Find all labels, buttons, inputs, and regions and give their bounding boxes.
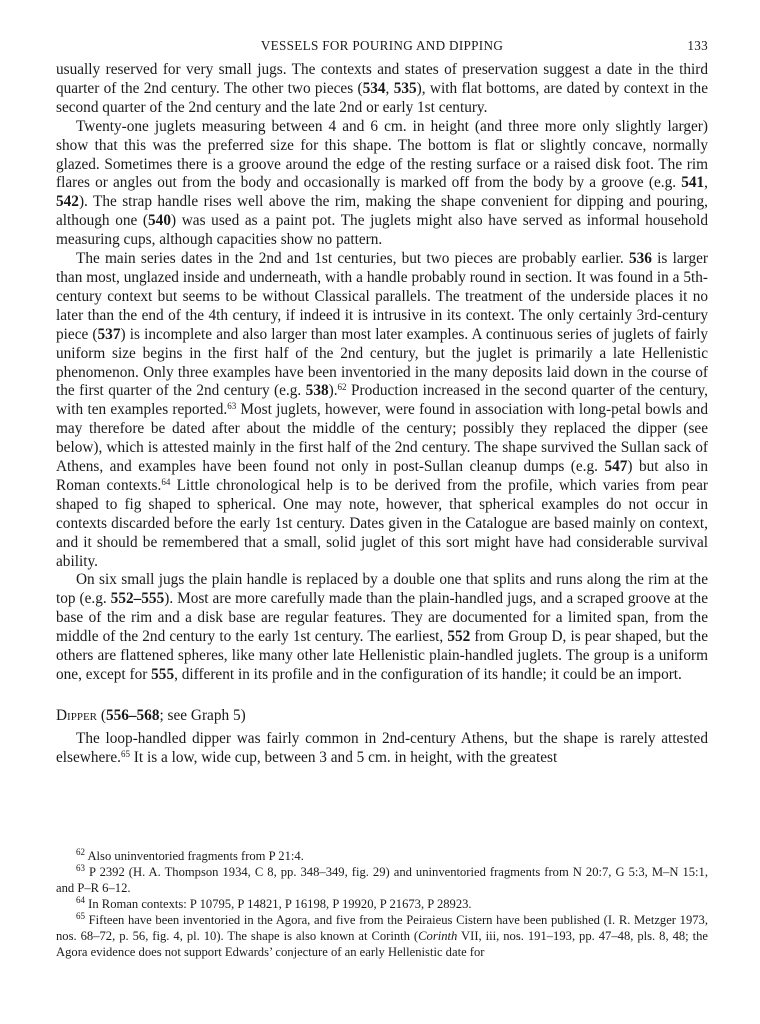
catalogue-number: 542	[56, 193, 79, 211]
text-run: ) is incomplete and also larger than most later examples. A continuous series of juglets of fairly uniform size begins in the first half of the 2nd century, but the juglet is primarily a late Hellenistic phenomenon. Only three examples have been inventoried in the many deposits laid down in the course of the first quarter of the 2nd century (e.g.	[56, 325, 708, 400]
body-text	[56, 61, 708, 768]
catalogue-number: 540	[148, 212, 171, 230]
footnote-ref: 62	[76, 847, 85, 857]
text-run: Also uninventoried fragments from P 21:4.	[85, 849, 304, 863]
text-run: ; see Graph 5)	[159, 706, 246, 724]
page	[56, 38, 709, 959]
catalogue-number: 535	[393, 79, 417, 97]
text-run: is larger than most, unglazed inside and underneath, with a handle probably round in section. It was found in a 5th-century context but seems to be without Classical parallels. The treatment of the underside places it no later than the end of the 4th century, if indeed it is intrusive in its context. The only certainly 3rd-century piece (	[56, 250, 708, 343]
text-run: ), with flat bottoms, are dated by context in the second quarter of the 2nd century and the late 2nd or early 1st century.	[56, 79, 708, 116]
footnote-ref: 63	[76, 863, 85, 873]
catalogue-number: 547	[604, 458, 628, 476]
running-head	[56, 38, 708, 60]
text-run: ) but also in Roman contexts.	[56, 458, 708, 494]
running-head-title: VESSELS FOR POURING AND DIPPING	[260, 38, 504, 53]
text-run: ). Most are more carefully made than the plain-handled jugs, and a scraped groove at the base of the rim and a disk base are regular features. They are documented for a limited span, from the middle of the 2nd century to the early 1st century. The earliest,	[56, 590, 708, 646]
catalogue-number: 541	[681, 174, 705, 192]
text-run: ).	[328, 382, 338, 400]
footnote-ref: 62	[337, 382, 347, 393]
footnote-ref: 64	[161, 476, 171, 487]
paragraph	[56, 61, 708, 118]
text-run: Little chronological help is to be derived from the profile, which varies from pear shaped to fig shaped to spherical. One may note, however, that spherical examples do not occur in contexts discarded before the early 1st century. Dates given in the Catalogue are based mainly on context, and it should be remembered that a small, solid juglet of this sort might have had considerable survival ability.	[56, 476, 708, 570]
catalogue-number: 536	[628, 250, 652, 268]
catalogue-number: 537	[97, 325, 121, 343]
text-run: Fifteen have been inventoried in the Agora, and five from the Peiraieus Cistern have been published (I. R. Metzger 1973, nos. 68–72, p. 56, fig. 4, pl. 10). The shape is also known at Corinth (	[56, 913, 708, 943]
catalogue-number: 552–555	[110, 590, 165, 608]
footnote-ref: 64	[76, 895, 85, 905]
text-run: ) was used as a paint pot. The juglets might also have served as informal household measuring cups, although capacities show no pattern.	[56, 212, 708, 249]
text-run: Production increased in the second quarter of the century, with ten examples reported.	[56, 382, 708, 419]
page-number: 133	[687, 38, 708, 53]
text-run: On six small jugs the plain handle is replaced by a double one that splits and runs along the rim at the top (e.g.	[56, 571, 708, 608]
footnote	[56, 912, 708, 960]
text-run: Twenty-one juglets measuring between 4 and 6 cm. in height (and three more only slightly larger) show that this was the preferred size for this shape. The bottom is flat or slightly concave, normally glazed. Sometimes there is a groove around the edge of the resting surface or a raised disk foot. The rim flares or angles out from the body and occasionally is marked off from the body by a groove (e.g.	[56, 117, 708, 192]
catalogue-number: 555	[151, 666, 175, 683]
text-run: It is a low, wide cup, between 3 and 5 cm. in height, with the greatest	[129, 748, 558, 766]
italic-title: Corinth	[418, 929, 458, 943]
footnote	[56, 896, 708, 912]
footnote-ref: 65	[76, 911, 85, 921]
text-run: (	[97, 706, 106, 724]
paragraph	[56, 250, 708, 571]
text-run: , different in its profile and in the configuration of its handle; it could be an import.	[174, 666, 682, 683]
catalogue-number: 552	[447, 628, 471, 646]
text-run: Most juglets, however, were found in association with long-petal bowls and may therefore be dated after about the middle of the century; possibly they replaced the dipper (see below), which is attested mainly in the first half of the 2nd century. The shape survived the Sullan sack of Athens, and examples have been found not only in post-Sullan cleanup dumps (e.g.	[56, 401, 708, 476]
text-run: In Roman contexts: P 10795, P 14821, P 16198, P 19920, P 21673, P 28923.	[85, 897, 472, 911]
text-run: ,	[704, 174, 708, 192]
text-run: The main series dates in the 2nd and 1st centuries, but two pieces are probably earlier.	[76, 250, 629, 268]
text-run: usually reserved for very small jugs. The contexts and states of preservation suggest a date in the third quarter of the 2nd century. The other two pieces (	[56, 61, 708, 97]
catalogue-number: 538	[305, 382, 329, 400]
footnote-ref: 63	[227, 401, 237, 412]
footnote	[56, 864, 708, 896]
text-run: from Group D, is pear shaped, but the others are flattened spheres, like many other late Hellenistic plain-handled juglets. The group is a uniform one, except for	[56, 628, 708, 683]
footnotes	[56, 848, 708, 960]
heading-label: Dipper	[56, 706, 98, 724]
paragraph	[56, 730, 708, 768]
text-run: ). The strap handle rises well above the rim, making the shape convenient for dipping and pouring, although one (	[56, 193, 708, 230]
footnote	[56, 848, 708, 864]
section-heading	[56, 706, 708, 725]
paragraph	[56, 571, 708, 684]
catalogue-number: 534	[362, 79, 386, 97]
text-run: P 2392 (H. A. Thompson 1934, C 8, pp. 348–349, fig. 29) and uninventoried fragments from N 20:7, G 5:3, M–N 15:1, and P–R 6–12.	[56, 865, 708, 895]
catalogue-number: 556–568	[105, 706, 160, 724]
text-run: The loop-handled dipper was fairly common in 2nd-century Athens, but the shape is rarely attested elsewhere.	[56, 729, 708, 766]
footnote-ref: 65	[120, 748, 130, 759]
paragraph	[56, 118, 708, 250]
text-run: ,	[385, 79, 394, 97]
text-run: VII, iii, nos. 191–193, pp. 47–48, pls. 8, 48; the Agora evidence does not support Edwards’ conjecture of an early Hellenistic date for	[56, 929, 709, 959]
